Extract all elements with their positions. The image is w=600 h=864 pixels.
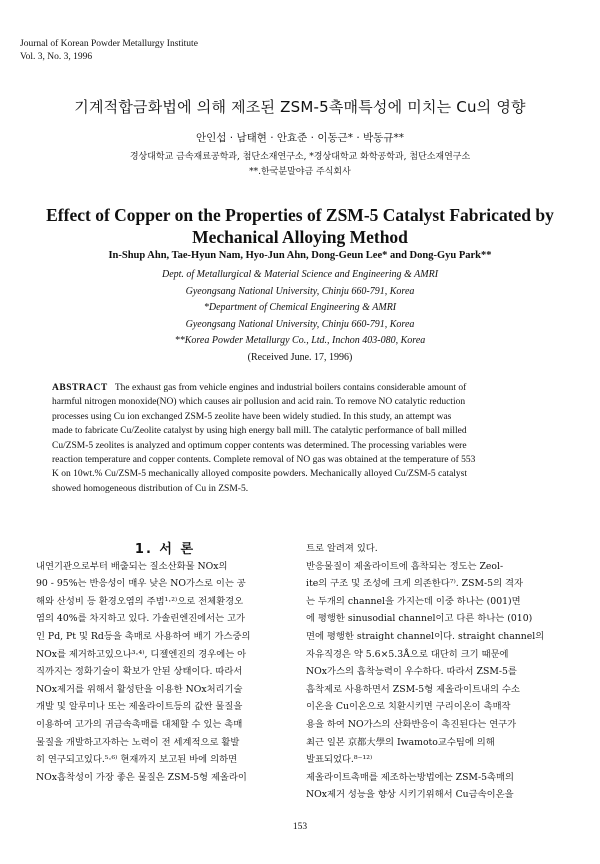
body-line: 최근 일본 京都大學의 Iwamoto교수팀에 의해 — [306, 736, 495, 748]
korean-affiliation-line: 경상대학교 금속재료공학과, 첨단소재연구소, *경상대학교 화학공학과, 첨단소재연구소 — [129, 152, 471, 162]
body-line: 이온을 Cu이온으로 치환시키면 구리이온이 촉매작 — [306, 701, 511, 713]
english-affiliations — [0, 267, 600, 366]
body-line: NOx가스의 흡착능력이 우수하다. 따라서 ZSM-5를 — [306, 666, 517, 678]
body-line: 면에 평행한 straight channel이다. straight channel의 — [306, 630, 545, 642]
section-heading-introduction: 1. 서 론 — [134, 542, 196, 557]
body-line: 개발 및 알루미나 또는 제올라이트등의 값싼 물질을 — [36, 701, 243, 713]
abstract-line: showed homogeneous distribution of Cu in ZSM-5. — [52, 483, 249, 494]
abstract — [52, 381, 552, 496]
english-title-line: Mechanical Alloying Method — [192, 227, 408, 247]
body-line: 인 Pd, Pt 및 Rd등을 촉매로 사용하여 배기 가스중의 — [36, 630, 251, 642]
affiliation-line: *Department of Chemical Engineering & AMRI — [203, 302, 397, 313]
body-line: NOx흡착성이 가장 좋은 물질은 ZSM-5형 제올라이 — [36, 771, 247, 783]
page-number: 153 — [292, 822, 308, 832]
body-line: 흡착제로 사용하면서 ZSM-5형 제올라이트내의 수소 — [306, 683, 520, 695]
abstract-line — [52, 381, 552, 395]
body-line: 히 연구되고있다.⁵·⁶⁾ 현재까지 보고된 바에 의하면 — [36, 754, 238, 766]
korean-affiliation-line: **.한국분말야금 주식회사 — [249, 167, 351, 177]
journal-volume: Vol. 3, No. 3, 1996 — [20, 51, 93, 62]
body-line: 제올라이트촉매를 제조하는방법에는 ZSM-5촉매의 — [306, 771, 514, 783]
left-column — [36, 540, 294, 786]
abstract-line: processes using Cu ion exchanged ZSM-5 zeolite have been widely studied. In this study, an attempt was — [52, 411, 452, 422]
korean-authors: 안인섭 · 남태현 · 안효준 · 이동근* · 박동규** — [196, 132, 404, 144]
abstract-line: reaction temperature and copper contents. Complete removal of NO gas was obtained at the temperature of 553 — [52, 455, 476, 466]
affiliation-line: Gyeongsang National University, Chinju 660-791, Korea — [185, 285, 415, 297]
body-line: NOx를 제거하고있으나³·⁴⁾, 디젤엔진의 경우에는 아 — [36, 648, 247, 660]
abstract-line: made to fabricate Cu/Zeolite catalyst by using high energy ball mill. The catalytic performance of ball milled — [52, 426, 467, 437]
abstract-line: K on 10wt.% Cu/ZSM-5 mechanically alloyed composite powders. Mechanically alloyed Cu/ZSM-5 catalyst — [52, 469, 468, 480]
body-line: 트로 알려져 있다. — [306, 543, 378, 554]
journal-name: Journal of Korean Powder Metallurgy Institute — [20, 39, 198, 49]
body-line: 자유직경은 약 5.6×5.3Å으로 대단히 크기 때문에 — [306, 648, 509, 660]
body-line: 반응물질이 제올라이트에 흡착되는 정도는 Zeol- — [306, 560, 504, 572]
body-line: 발표되었다.⁸⁻¹²⁾ — [306, 754, 373, 766]
english-authors: In-Shup Ahn, Tae-Hyun Nam, Hyo-Jun Ahn, Dong-Geun Lee* and Dong-Gyu Park** — [108, 250, 492, 261]
received-date: (Received June. 17, 1996) — [247, 351, 353, 363]
body-line: 직까지는 정화기술이 확보가 안된 상태이다. 따라서 — [36, 666, 243, 678]
right-column — [306, 540, 564, 804]
body-line: 물질을 개발하고자하는 노력이 전 세계적으로 활발 — [36, 736, 240, 748]
affiliation-line: Gyeongsang National University, Chinju 660-791, Korea — [185, 318, 415, 330]
body-line: 용을 하여 NO가스의 산화반응이 촉진된다는 연구가 — [306, 718, 517, 730]
affiliation-line: Dept. of Metallurgical & Material Science and Engineering & AMRI — [161, 269, 439, 280]
body-line — [36, 540, 294, 558]
abstract-text: The exhaust gas from vehicle engines and industrial boilers contains considerable amount of — [114, 383, 467, 393]
body-line: NOx제거를 위해서 활성탄을 이용한 NOx처리기술 — [36, 683, 243, 695]
body-line: 는 두개의 channel을 가지는데 이중 하나는 (001)면 — [306, 595, 521, 607]
body-line: 염의 40%를 차지하고 있다. 가솔린엔진에서는 고가 — [36, 613, 246, 625]
body-line: ite의 구조 및 조성에 크게 의존한다⁷⁾. ZSM-5의 격자 — [306, 578, 523, 590]
english-title — [20, 204, 580, 248]
body-line: NOx제거 성능을 향상 시키기위해서 Cu금속이온을 — [306, 789, 514, 801]
korean-title: 기계적합금화법에 의해 제조된 ZSM-5촉매특성에 미치는 Cu의 영향 — [74, 98, 526, 116]
abstract-line: Cu/ZSM-5 zeolites is analyzed and optimum copper contents was determined. The processing variables were — [52, 440, 467, 451]
body-line: 내연기관으로부터 배출되는 질소산화물 NOx의 — [36, 560, 228, 572]
body-line: 90 - 95%는 반응성이 매우 낮은 NO가스로 이는 공 — [36, 578, 246, 590]
abstract-line: harmful nitrogen monoxide(NO) which causes air pollusion and acid rain. To remove NO catalytic reduction — [52, 397, 466, 408]
body-line: 해와 산성비 등 환경오염의 주범¹·²⁾으로 전체환경오 — [36, 595, 244, 607]
body-line: 에 평행한 sinusodial channel이고 다른 하나는 (010) — [306, 613, 533, 625]
korean-affiliation — [0, 150, 600, 180]
journal-header — [20, 38, 198, 63]
body-line: 이용하여 고가의 귀금속촉매를 대체할 수 있는 촉매 — [36, 718, 243, 730]
abstract-label: ABSTRACT — [52, 383, 108, 393]
affiliation-line: **Korea Powder Metallurgy Co., Ltd., Inchon 403-080, Korea — [174, 335, 426, 346]
english-title-line: Effect of Copper on the Properties of ZSM-5 Catalyst Fabricated by — [46, 205, 554, 225]
